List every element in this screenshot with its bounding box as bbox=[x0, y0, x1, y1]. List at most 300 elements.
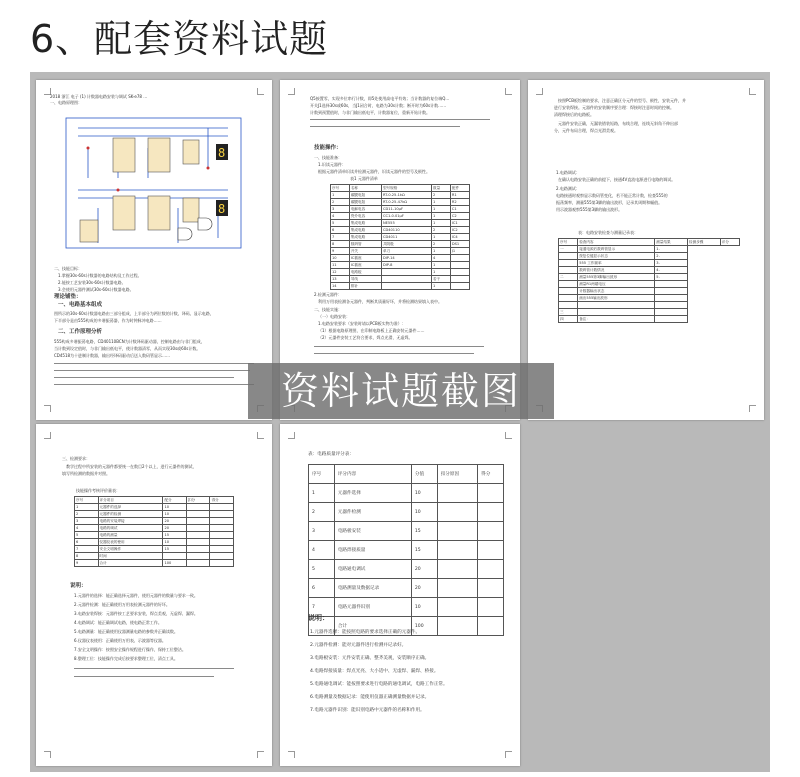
table-cell: 元器件的选择 bbox=[98, 504, 163, 511]
table-cell: 序号 bbox=[309, 465, 335, 484]
table-cell: 20 bbox=[163, 525, 187, 532]
table-cell: 备注： bbox=[578, 316, 655, 323]
page2-intro-2: 计数到预置值时，与非门输出低电平，计数器复位，重新开始计数。 bbox=[310, 110, 430, 115]
table-cell: 2 bbox=[432, 241, 451, 248]
table-row bbox=[559, 260, 740, 267]
page3-mid-3: 电路接通时观察显示数码管变化，若不能正常计数，检查555的 bbox=[556, 193, 668, 198]
table-cell: 7 bbox=[331, 234, 350, 241]
table-header-row bbox=[309, 465, 504, 484]
table-cell: 集成电路 bbox=[349, 234, 381, 241]
watermark-banner: 资料试题截图 bbox=[248, 363, 554, 419]
table-cell bbox=[437, 484, 477, 503]
table-cell: 开关 bbox=[349, 248, 381, 255]
table-cell bbox=[578, 302, 655, 309]
table-cell: CD4011 bbox=[381, 234, 431, 241]
page4-note-1: 1.元器件的选择：能正确选择元器件，使用元器件的数量与要求一致。 bbox=[74, 593, 198, 598]
table-row bbox=[331, 206, 470, 213]
table-cell: J1 bbox=[450, 248, 469, 255]
table-row bbox=[331, 262, 470, 269]
table-cell: 4 bbox=[432, 255, 451, 262]
page4-table-caption: 技能操作考核评价量表： bbox=[76, 488, 120, 493]
skill-evaluation-table bbox=[74, 496, 234, 567]
table-cell: 6 bbox=[331, 227, 350, 234]
table-cell: 10 bbox=[411, 484, 437, 503]
table-cell: 数码管 bbox=[349, 241, 381, 248]
table-cell: 5. bbox=[655, 274, 688, 281]
table-cell: 1 bbox=[432, 220, 451, 227]
table-cell: 15 bbox=[411, 541, 437, 560]
table-cell: 四 bbox=[559, 316, 578, 323]
document-preview-area bbox=[30, 72, 770, 772]
table-cell: 1 bbox=[432, 269, 451, 276]
table-cell bbox=[655, 288, 688, 295]
test-record-table bbox=[558, 238, 740, 323]
page4-note-4: 4.电路调试：能正确调试电路，使电路正常工作。 bbox=[74, 620, 162, 625]
table-row bbox=[309, 503, 504, 522]
table-cell: 4 bbox=[309, 541, 335, 560]
table-cell bbox=[210, 518, 234, 525]
svg-text:8: 8 bbox=[218, 146, 226, 160]
table-cell: 电路的调试 bbox=[98, 525, 163, 532]
page1-line-3: 3.会使用元器件测试30s-60s计数器电路。 bbox=[58, 287, 134, 292]
table-cell: 2 bbox=[432, 227, 451, 234]
table-cell: 若干 bbox=[432, 276, 451, 283]
table-cell bbox=[437, 617, 477, 636]
page3-mid-1: 在确认电路安装正确的前提下，接通4V直流电源进行电路的调试。 bbox=[558, 177, 676, 182]
table-cell: 4 bbox=[331, 213, 350, 220]
page1-line-7: 下半部分是由555构成的多谐振荡器，作为时钟脉冲电路…… bbox=[54, 318, 162, 323]
page4-top-0: 三、检测要求： bbox=[62, 456, 90, 461]
table-cell: 5 bbox=[309, 560, 335, 579]
table-row bbox=[75, 525, 234, 532]
page1-line-0: 二、技能目标： bbox=[54, 266, 82, 271]
page3-top-0: 按照PCB板绘制的要求，注意正确区分元件的型号、极性，安装元件，并 bbox=[558, 98, 686, 103]
table-cell bbox=[381, 283, 431, 290]
table-cell: 计数器输出状态 bbox=[578, 288, 655, 295]
table-row bbox=[559, 309, 740, 316]
table-row bbox=[75, 511, 234, 518]
table-cell bbox=[381, 276, 431, 283]
table-header-row bbox=[559, 239, 740, 246]
table-cell bbox=[186, 511, 210, 518]
table-row bbox=[331, 227, 470, 234]
table-cell: 1 bbox=[75, 504, 99, 511]
page2-item-2: 根据元器件清单识读并检测元器件，识读元器件的型号及极性。 bbox=[318, 169, 430, 174]
page1-line-9: 555构成多谐振荡电路，CD40110BCN为计数译码驱动器，控制电路由与非门组成， bbox=[54, 339, 205, 344]
table-cell: 11 bbox=[331, 262, 350, 269]
table-cell: 得分 bbox=[478, 465, 504, 484]
table-row bbox=[559, 281, 740, 288]
table-cell: 扣分原因 bbox=[437, 465, 477, 484]
page4-note-7: 7.安全文明操作：按照安全操作规程进行操作，保持工位整洁。 bbox=[74, 647, 186, 652]
table-cell: 配分 bbox=[163, 497, 187, 504]
page2-after-6: （2）元器件安装工艺符合要求，焊点光滑，无虚焊。 bbox=[318, 335, 413, 340]
table-cell bbox=[186, 553, 210, 560]
table-cell bbox=[210, 553, 234, 560]
table-row bbox=[331, 220, 470, 227]
table-cell: 1 bbox=[432, 213, 451, 220]
table-cell: 元器件的检测 bbox=[98, 511, 163, 518]
table-row bbox=[331, 199, 470, 206]
page2-after-5: （1）根据电路原理图，在印制电路板上正确安装元器件…… bbox=[318, 328, 425, 333]
table-cell bbox=[655, 281, 688, 288]
table-cell bbox=[186, 539, 210, 546]
table-cell bbox=[437, 522, 477, 541]
table-cell bbox=[186, 560, 210, 567]
page3-top-3: 元器件安装正确，无漏装错装短路，布线合理，连线无斜角不伸出部 bbox=[558, 121, 678, 126]
component-table bbox=[330, 184, 470, 290]
table-cell: 电解电容 bbox=[349, 206, 381, 213]
table-header-row bbox=[331, 185, 470, 192]
table-cell: 3 bbox=[309, 522, 335, 541]
table-cell: 3. bbox=[655, 260, 688, 267]
table-cell: R1 bbox=[450, 192, 469, 199]
table-cell bbox=[559, 288, 578, 295]
table-cell bbox=[450, 283, 469, 290]
table-cell: RT-0.25-1kΩ bbox=[381, 192, 431, 199]
table-cell bbox=[186, 504, 210, 511]
page1-line-10: 当计数到设定值时，与非门输出低电平，使计数器清零，从而实现30s或60s计数。 bbox=[54, 346, 201, 351]
table-row bbox=[331, 276, 470, 283]
page2-item-3: 表1 元器件清单 bbox=[350, 176, 378, 181]
table-cell: 9 bbox=[331, 248, 350, 255]
page-3[interactable] bbox=[528, 80, 764, 420]
page4-note-2: 2.元器件检测：能正确使用万用表检测元器件的好坏。 bbox=[74, 602, 170, 607]
table-cell: 15 bbox=[163, 532, 187, 539]
table-cell: 1. bbox=[655, 246, 688, 253]
table-row bbox=[331, 255, 470, 262]
page5-note-3: 4.电路焊接质量：焊点光亮、大小适中、无虚焊、漏焊、桥接。 bbox=[310, 669, 439, 674]
table-cell: 序号 bbox=[559, 239, 578, 246]
table-cell: 评分 bbox=[720, 239, 739, 246]
table-cell: 电路的安装焊接 bbox=[98, 518, 163, 525]
table-row bbox=[559, 295, 740, 302]
table-cell: 画出555输出波形 bbox=[578, 295, 655, 302]
table-cell bbox=[437, 541, 477, 560]
table-cell: 安全文明操作 bbox=[98, 546, 163, 553]
table-cell: 1 bbox=[432, 206, 451, 213]
table-cell: 三 bbox=[559, 309, 578, 316]
table-cell: 1 bbox=[432, 234, 451, 241]
table-cell: IC2 bbox=[450, 227, 469, 234]
page2-after-0: 2.检测元器件： bbox=[314, 292, 342, 297]
table-cell: 12 bbox=[331, 269, 350, 276]
table-cell: 20 bbox=[411, 579, 437, 598]
table-cell bbox=[559, 302, 578, 309]
table-row bbox=[559, 274, 740, 281]
table-cell bbox=[450, 269, 469, 276]
table-cell bbox=[478, 617, 504, 636]
page5-title: 说明： bbox=[308, 614, 329, 622]
table-cell: 1 bbox=[432, 248, 451, 255]
table-row bbox=[75, 546, 234, 553]
table-cell: C2 bbox=[450, 213, 469, 220]
table-row bbox=[309, 522, 504, 541]
table-cell: 4. bbox=[655, 267, 688, 274]
table-row bbox=[75, 553, 234, 560]
table-cell: 碳膜电阻 bbox=[349, 192, 381, 199]
table-cell: 10 bbox=[163, 504, 187, 511]
table-cell bbox=[210, 546, 234, 553]
table-cell bbox=[559, 295, 578, 302]
table-row bbox=[559, 253, 740, 260]
table-cell bbox=[478, 598, 504, 617]
table-cell bbox=[450, 262, 469, 269]
table-cell: 5 bbox=[75, 532, 99, 539]
page1-line-2: 2.能按工艺安装30s-60s计数器电路。 bbox=[58, 280, 126, 285]
page-5[interactable] bbox=[280, 424, 520, 766]
table-row bbox=[331, 192, 470, 199]
table-cell: 6 bbox=[75, 539, 99, 546]
page2-after-4: 1.电路安装要求（安装时请以PCB板实物为准）： bbox=[318, 321, 406, 326]
page-1[interactable] bbox=[36, 80, 272, 420]
table-cell: 1 bbox=[432, 199, 451, 206]
page3-mid-2: 2.电路测试： bbox=[556, 186, 580, 191]
page2-item-0: 一、技能准备： bbox=[314, 155, 342, 160]
table-cell: 序号 bbox=[75, 497, 99, 504]
page2-title: 技能操作： bbox=[314, 145, 342, 151]
table-cell: 3 bbox=[331, 206, 350, 213]
table-cell: 单刀 bbox=[381, 248, 431, 255]
table-row bbox=[559, 316, 740, 323]
page1-subtitle: 一、电路原理图： bbox=[50, 100, 82, 105]
page3-top-4: 分，元件布局合理，焊点光滑美观。 bbox=[554, 128, 618, 133]
table-cell bbox=[655, 316, 688, 323]
table-cell bbox=[559, 253, 578, 260]
table-cell: 集成电路 bbox=[349, 227, 381, 234]
page5-note-6: 7.电路元器件识别：能识别电路中元器件的名称和作用。 bbox=[310, 708, 425, 713]
table-cell: 元器件选择 bbox=[334, 484, 411, 503]
table-row bbox=[331, 269, 470, 276]
page1-line-8: 二、工作原理分析 bbox=[58, 329, 103, 335]
page5-note-4: 5.电路通电调试：能按照要求进行电路的通电调试，电路工作正常。 bbox=[310, 682, 448, 687]
svg-text:8: 8 bbox=[218, 202, 226, 216]
table-cell: 20 bbox=[163, 518, 187, 525]
table-cell bbox=[578, 309, 655, 316]
table-cell: IC插座 bbox=[349, 262, 381, 269]
table-cell: 时间 bbox=[98, 553, 163, 560]
page1-line-4: 理论铺垫： bbox=[54, 294, 82, 300]
table-row bbox=[559, 267, 740, 274]
table-row bbox=[309, 484, 504, 503]
table-cell: 7 bbox=[75, 546, 99, 553]
table-cell: 合计 bbox=[334, 617, 411, 636]
table-row bbox=[559, 246, 740, 253]
page3-top-1: 进行安装焊接。元器件的安装顺序要合理：焊接时注意时间的控制。 bbox=[554, 105, 674, 110]
table-cell bbox=[210, 532, 234, 539]
table-cell: 9 bbox=[75, 560, 99, 567]
page4-note-6: 6.仪器仪表使用：正确使用万用表、示波器等仪器。 bbox=[74, 638, 166, 643]
table-cell: 排针 bbox=[349, 283, 381, 290]
page1-line-11: CD4518为十进制计数器，输出经译码驱动后送入数码管显示…… bbox=[54, 353, 171, 358]
table-cell: 共阴极 bbox=[381, 241, 431, 248]
table-cell: 电路板 bbox=[349, 269, 381, 276]
table-cell: 1 bbox=[331, 192, 350, 199]
page5-table-caption: 表：电路质量评分表： bbox=[308, 452, 354, 457]
page1-line-1: 1.掌握30s-60s计数器的电路结构及工作过程。 bbox=[58, 273, 142, 278]
table-cell: R2 bbox=[450, 199, 469, 206]
table-cell: NE555 bbox=[381, 220, 431, 227]
page2-intro-0: Q5接置零，实现多位串行计数，即5处使用高电平有效；当计数器的复位端Q... bbox=[310, 96, 450, 101]
table-cell: 14 bbox=[331, 283, 350, 290]
table-cell: 1 bbox=[432, 262, 451, 269]
table-cell bbox=[478, 484, 504, 503]
page-heading: 6、配套资料试题 bbox=[30, 17, 329, 61]
table-row bbox=[75, 560, 234, 567]
table-cell: 得分 bbox=[210, 497, 234, 504]
page2-after-3: （一）电路安装： bbox=[318, 314, 350, 319]
table-cell: 测量555第3脚输出波形 bbox=[578, 274, 655, 281]
table-cell: 碳膜电阻 bbox=[349, 199, 381, 206]
table-cell: IC4 bbox=[450, 234, 469, 241]
page4-note-0: 说明： bbox=[70, 583, 87, 589]
table-cell: C1 bbox=[450, 206, 469, 213]
page3-table-caption: 表：电路安装检查与测量记录表： bbox=[578, 230, 638, 235]
table-cell bbox=[655, 295, 688, 302]
table-cell bbox=[210, 511, 234, 518]
table-cell: 2 bbox=[432, 192, 451, 199]
table-cell bbox=[478, 560, 504, 579]
table-cell: 3 bbox=[75, 518, 99, 525]
table-cell bbox=[186, 546, 210, 553]
table-cell: DIP-8 bbox=[381, 262, 431, 269]
table-cell: 评分项目 bbox=[98, 497, 163, 504]
circuit-diagram bbox=[58, 108, 248, 258]
table-cell: 型号规格 bbox=[381, 185, 431, 192]
table-cell bbox=[186, 532, 210, 539]
table-cell: 二 bbox=[559, 274, 578, 281]
table-cell bbox=[163, 553, 187, 560]
table-cell: 2. bbox=[655, 253, 688, 260]
table-cell: CD40110 bbox=[381, 227, 431, 234]
table-cell bbox=[478, 522, 504, 541]
table-row bbox=[331, 213, 470, 220]
table-cell: 一 bbox=[559, 246, 578, 253]
table-cell: 电路测量及数据记录 bbox=[334, 579, 411, 598]
page2-item-1: 1.识读元器件： bbox=[318, 162, 346, 167]
table-cell bbox=[210, 504, 234, 511]
page1-line-6: 图所示的30s-60s计数器电路由三部分组成，上半部分为两位数的计数、译码、显示电路， bbox=[54, 311, 214, 316]
table-cell: 15 bbox=[163, 546, 187, 553]
page3-mid-5: 用示波器观察555第3脚的输出波形。 bbox=[556, 207, 623, 212]
table-row bbox=[309, 560, 504, 579]
table-cell: 测量R1两端电压 bbox=[578, 281, 655, 288]
table-cell: 8 bbox=[331, 241, 350, 248]
table-cell: 数量 bbox=[432, 185, 451, 192]
table-cell: 20 bbox=[411, 560, 437, 579]
page-4[interactable] bbox=[36, 424, 272, 766]
table-cell: 10 bbox=[331, 255, 350, 262]
table-row bbox=[331, 248, 470, 255]
page2-after-1: 利用万用表检测各元器件，判断其质量好坏，并将检测结果填入表中。 bbox=[318, 299, 442, 304]
table-cell: 评分内容 bbox=[334, 465, 411, 484]
table-cell: 瓷介电容 bbox=[349, 213, 381, 220]
page4-note-5: 5.电路测量：能正确使用仪器测量电路的参数并正确读数。 bbox=[74, 629, 178, 634]
table-cell: 检测步骤 bbox=[688, 239, 721, 246]
table-row bbox=[75, 518, 234, 525]
page3-mid-0: 1.电路调试： bbox=[556, 170, 580, 175]
table-cell bbox=[450, 276, 469, 283]
page5-note-0: 1.元器件选择：能按照电路的要求选择正确的元器件。 bbox=[310, 630, 421, 635]
page2-intro-1: 开关J1选择30s或60s，当J1闭合时，电路为30s计数；断开时为60s计数…… bbox=[310, 103, 447, 108]
table-cell bbox=[478, 579, 504, 598]
table-cell: 元器件检测 bbox=[334, 503, 411, 522]
table-cell bbox=[478, 541, 504, 560]
page2-after-2: 二、技能实施： bbox=[314, 307, 342, 312]
table-cell: 接通电源后数码管显示 bbox=[578, 246, 655, 253]
table-cell bbox=[655, 302, 688, 309]
table-cell bbox=[559, 260, 578, 267]
table-row bbox=[309, 598, 504, 617]
table-row bbox=[75, 504, 234, 511]
table-cell: 7 bbox=[309, 598, 335, 617]
table-row bbox=[559, 302, 740, 309]
table-cell: 5 bbox=[331, 220, 350, 227]
table-cell: 合计 bbox=[98, 560, 163, 567]
table-cell bbox=[437, 579, 477, 598]
table-cell: 名称 bbox=[349, 185, 381, 192]
page5-note-5: 6.电路测量及数据记录：能使用仪器正确测量数据并记录。 bbox=[310, 695, 430, 700]
table-cell: 6 bbox=[309, 579, 335, 598]
table-cell: 仪器仪表的使用 bbox=[98, 539, 163, 546]
table-cell: 10 bbox=[163, 539, 187, 546]
table-cell: 序号 bbox=[331, 185, 350, 192]
table-cell: 数码管计数情况 bbox=[578, 267, 655, 274]
table-cell: 1 bbox=[432, 283, 451, 290]
table-cell: 10 bbox=[163, 511, 187, 518]
table-cell: 1 bbox=[309, 484, 335, 503]
table-row bbox=[331, 234, 470, 241]
table-cell bbox=[437, 503, 477, 522]
page1-line-5: 一、电路基本组成 bbox=[58, 302, 103, 308]
table-cell: 4 bbox=[75, 525, 99, 532]
table-cell bbox=[210, 539, 234, 546]
table-cell: 13 bbox=[331, 276, 350, 283]
table-cell: 电路板安装 bbox=[334, 522, 411, 541]
page4-top-1: 教学过程中所安装的元器件都要统一在数目2个以上，进行元器件的测试， bbox=[66, 464, 197, 469]
table-cell: 配件 bbox=[450, 185, 469, 192]
page5-note-1: 2.元器件检测：能对元器件进行检测并记录好。 bbox=[310, 643, 407, 648]
table-cell: 8 bbox=[75, 553, 99, 560]
table-cell: 15 bbox=[411, 522, 437, 541]
table-cell bbox=[186, 525, 210, 532]
table-cell: RT-0.25-47kΩ bbox=[381, 199, 431, 206]
table-cell: 2 bbox=[331, 199, 350, 206]
table-cell: 2 bbox=[75, 511, 99, 518]
table-cell: IC1 bbox=[450, 220, 469, 227]
page4-top-2: 填写所检测的数据并对照。 bbox=[62, 471, 110, 476]
table-cell: 导线 bbox=[349, 276, 381, 283]
table-cell bbox=[655, 309, 688, 316]
table-cell: 555 工作频率 bbox=[578, 260, 655, 267]
table-cell bbox=[559, 281, 578, 288]
table-cell: 电路的测量 bbox=[98, 532, 163, 539]
table-cell: 扣分 bbox=[186, 497, 210, 504]
table-cell: CD11-10μF bbox=[381, 206, 431, 213]
table-cell: CC1-0.01μF bbox=[381, 213, 431, 220]
table-row bbox=[309, 579, 504, 598]
table-cell: 电路通电调试 bbox=[334, 560, 411, 579]
table-cell: 按复位键显示状态 bbox=[578, 253, 655, 260]
table-cell bbox=[210, 560, 234, 567]
table-row bbox=[331, 283, 470, 290]
table-cell: IC插座 bbox=[349, 255, 381, 262]
table-row bbox=[75, 539, 234, 546]
table-cell: 10 bbox=[411, 503, 437, 522]
table-cell bbox=[186, 518, 210, 525]
page3-mid-4: 振荡频率，测量555第3脚的输出波形，记录其周期和幅值。 bbox=[556, 200, 663, 205]
table-cell: 检查内容 bbox=[578, 239, 655, 246]
